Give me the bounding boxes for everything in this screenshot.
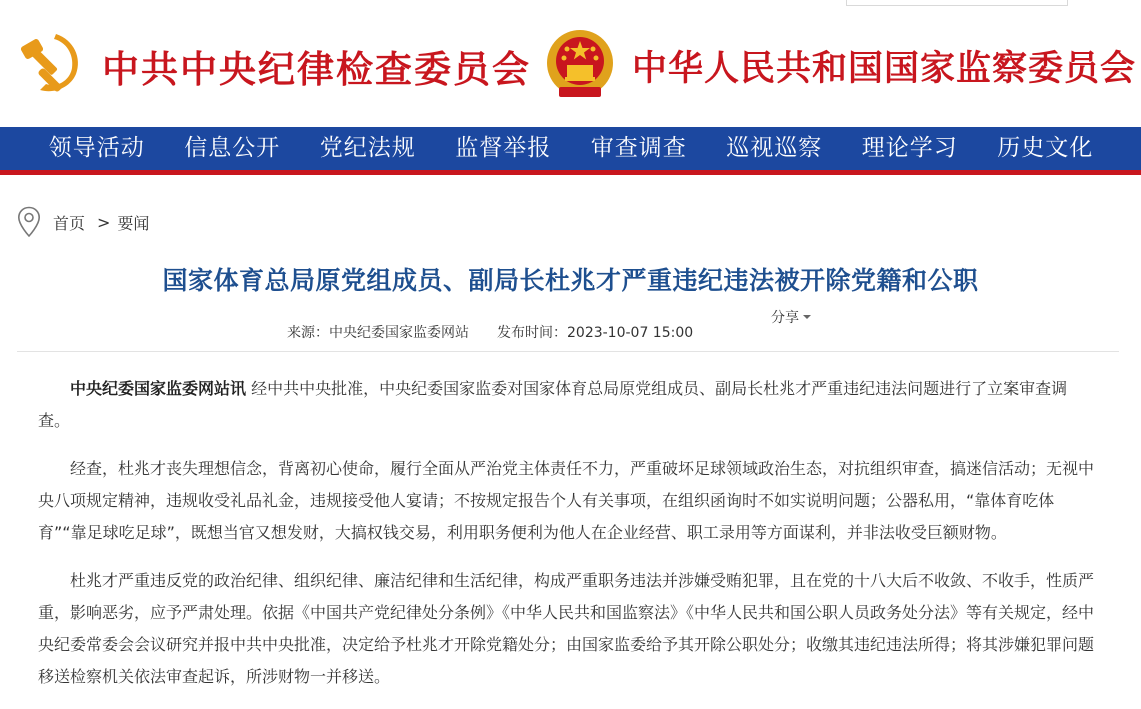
nav-item-theory-study[interactable]: 理论学习 — [861, 135, 958, 161]
paragraph-text: 经中共中央批准，中央纪委国家监委对国家体育总局原党组成员、副局长杜兆才严重违纪违法问题进行了立案审查调查。 — [38, 379, 1068, 430]
nav-item-investigation[interactable]: 审查调查 — [590, 135, 687, 161]
nav-item-leadership[interactable]: 领导活动 — [48, 135, 145, 161]
article-paragraph — [38, 373, 1098, 437]
breadcrumb-home-link[interactable]: 首页 — [53, 213, 86, 233]
nav-item-info-disclosure[interactable]: 信息公开 — [184, 135, 281, 161]
dateline: 中央纪委国家监委网站讯 — [70, 379, 247, 398]
article-title: 国家体育总局原党组成员、副局长杜兆才严重违纪违法被开除党籍和公职 — [162, 266, 979, 295]
meta-divider — [17, 351, 1119, 352]
share-label: 分享 — [771, 310, 799, 326]
main-nav — [0, 127, 1141, 170]
breadcrumb — [17, 206, 149, 238]
nav-item-history-culture[interactable]: 历史文化 — [997, 135, 1094, 161]
source-value: 中央纪委国家监委网站 — [329, 325, 469, 341]
article-paragraph: 经查，杜兆才丧失理想信念，背离初心使命，履行全面从严治党主体责任不力，严重破坏足球领域政治生态，对抗组织审查，搞迷信活动；无视中央八项规定精神，违规收受礼品礼金，违规接受他人宴请；不按规定报告个人有关事项，在组织函询时不如实说明问题；公器私用，“靠体育吃体育”“靠足球吃足球”，既想当官又想发财，大搞权钱交易，利用职务便利为他人在企业经营、职工录用等方面谋利，并非法收受巨额财物。 — [38, 459, 1095, 542]
breadcrumb-current[interactable]: 要闻 — [117, 213, 150, 233]
publish-time-value: 2023-10-07 15:00 — [567, 325, 694, 341]
article-meta — [287, 323, 693, 343]
cpc-ccdi-title: 中共中央纪律检查委员会 — [102, 47, 531, 91]
source-label: 来源： — [287, 325, 329, 341]
nsc-title: 中华人民共和国国家监察委员会 — [632, 48, 1137, 89]
article-paragraph: 杜兆才严重违反党的政治纪律、组织纪律、廉洁纪律和生活纪律，构成严重职务违法并涉嫌受贿犯罪，且在党的十八大后不收敛、不收手，性质严重，影响恶劣，应予严肃处理。依据《中国共产党纪律处分条例》《中华人民共和国监察法》《中华人民共和国公职人员政务处分法》等有关规定，经中央纪委常委会会议研究并报中共中央批准，决定给予杜兆才开除党籍处分；由国家监委给予其开除公职处分；收缴其违纪违法所得；将其涉嫌犯罪问题移送检察机关依法审查起诉，所涉财物一并移送。 — [38, 571, 1095, 686]
breadcrumb-separator: > — [97, 212, 111, 232]
article-body — [38, 373, 1098, 709]
share-button[interactable] — [771, 307, 811, 327]
nav-divider — [0, 170, 1141, 175]
nav-item-party-regulations[interactable]: 党纪法规 — [319, 135, 416, 161]
site-header — [0, 0, 1141, 128]
nav-item-supervision-report[interactable]: 监督举报 — [455, 135, 552, 161]
national-emblem-icon — [545, 27, 615, 101]
publish-time-label: 发布时间： — [497, 325, 567, 341]
chevron-down-icon — [803, 315, 811, 319]
location-pin-icon — [17, 206, 41, 238]
party-emblem-icon — [18, 30, 84, 96]
nav-item-inspection[interactable]: 巡视巡察 — [726, 135, 823, 161]
